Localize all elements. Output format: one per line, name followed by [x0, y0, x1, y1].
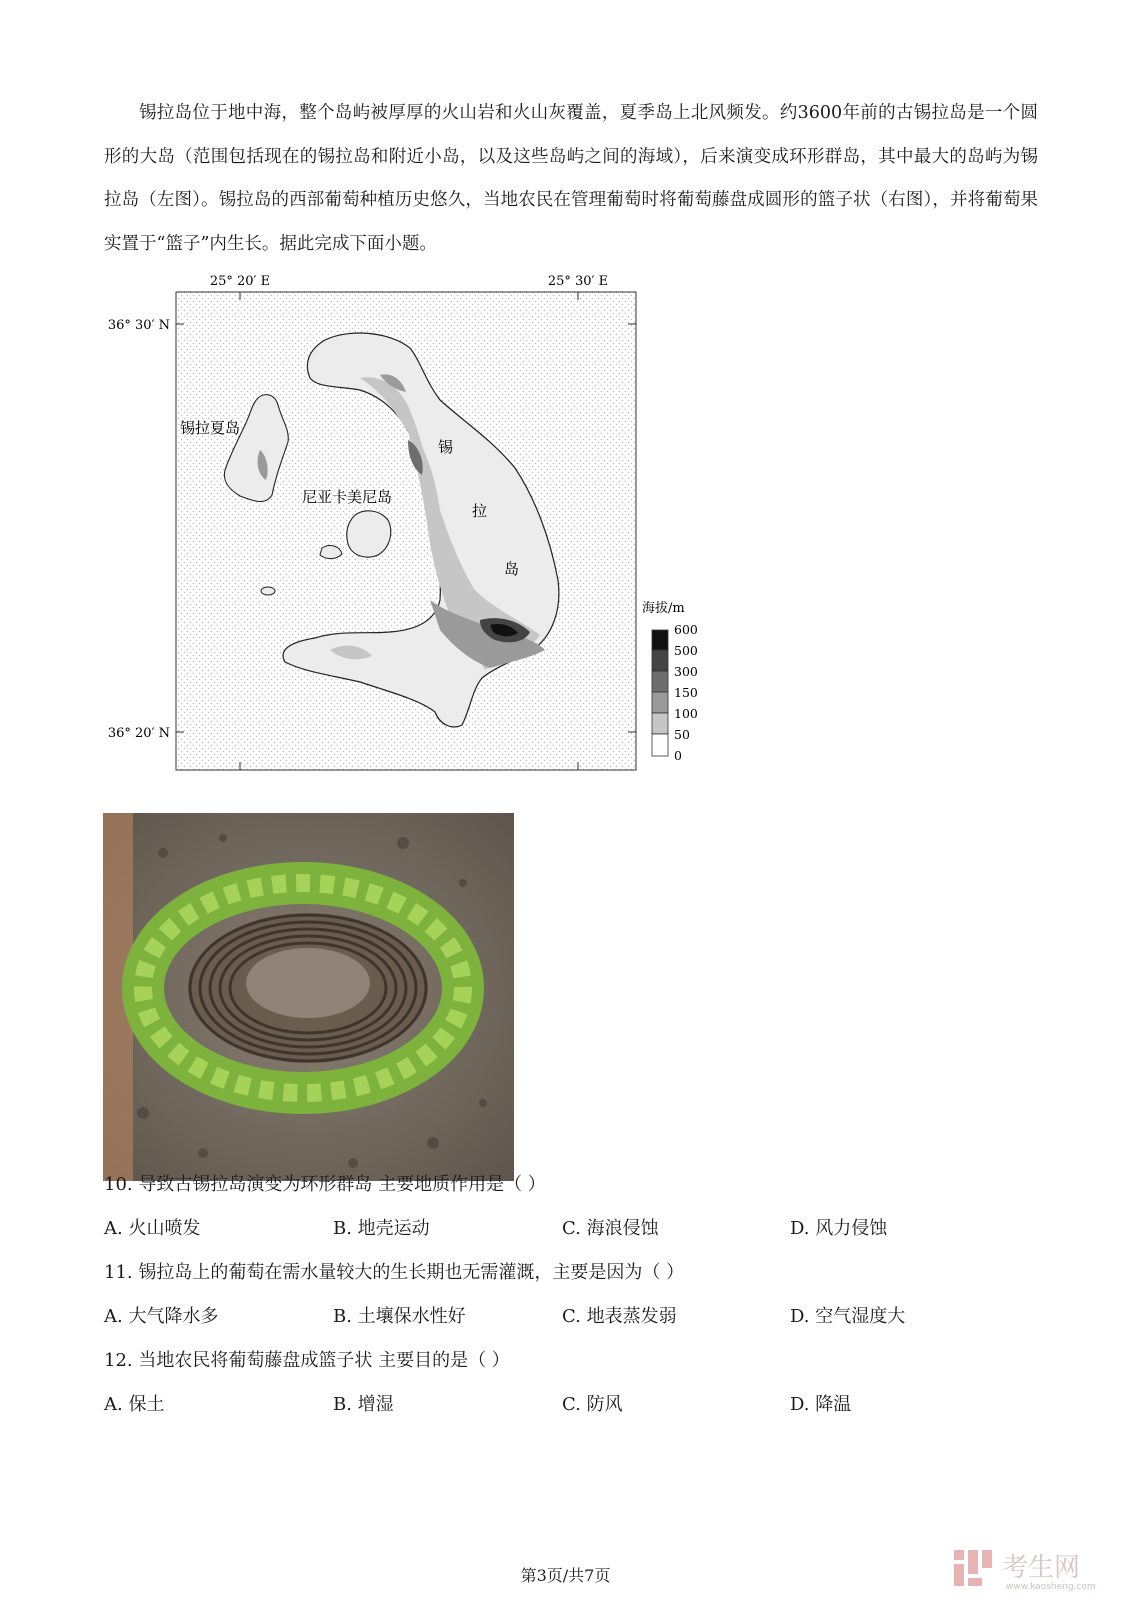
legend-label-0: 0	[674, 748, 682, 763]
watermark-url: www.kaosheng.com	[1006, 1582, 1096, 1592]
question-11-stem: 11. 锡拉岛上的葡萄在需水量较大的生长期也无需灌溉，主要是因为（ ）	[104, 1262, 685, 1283]
lat-bottom-label: 36° 20′ N	[107, 726, 170, 741]
question-11-option-d: D. 空气湿度大	[790, 1306, 906, 1327]
question-12-option-a: A. 保土	[104, 1394, 165, 1415]
legend-label-100: 100	[674, 706, 698, 721]
topographic-map-figure	[90, 270, 750, 790]
page-footer: 第3页/共7页	[520, 1566, 611, 1585]
nea-kameni-island-shape	[347, 511, 391, 557]
intro-paragraph	[104, 92, 1038, 266]
lon-right-label: 25° 30′ E	[547, 274, 609, 289]
thira-label-2: 拉	[472, 502, 488, 520]
legend-label-500: 500	[674, 643, 698, 658]
legend-label-600: 600	[674, 622, 698, 637]
question-12-option-c: C. 防风	[562, 1394, 623, 1415]
legend-swatch-600	[652, 630, 668, 650]
legend-swatch-150	[652, 692, 668, 713]
watermark-icon	[954, 1550, 992, 1586]
question-10-stem: 10. 导致古锡拉岛演变为环形群岛 主要地质作用是（ ）	[104, 1174, 546, 1195]
legend-swatch-500	[652, 650, 668, 671]
intro-text: 锡拉岛位于地中海，整个岛屿被厚厚的火山岩和火山灰覆盖，夏季岛上北风频发。约3600年前的古锡拉岛是一个圆形的大岛（范围包括现在的锡拉岛和附近小岛，以及这些岛屿之间的海域），后来演变成环形群岛，其中最大的岛屿为锡拉岛（左图）。锡拉岛的西部葡萄种植历史悠久，当地农民在管理葡萄时将葡萄藤盘成圆形的篮子状（右图），并将葡萄果实置于“篮子”内生长。据此完成下面小题。	[104, 103, 1038, 254]
grapevine-basket-photo	[103, 813, 514, 1181]
watermark-text: 考生网	[1002, 1553, 1081, 1583]
elevation-legend	[642, 600, 698, 763]
legend-swatch-50	[652, 734, 668, 756]
lat-top-label: 36° 30′ N	[107, 318, 170, 333]
legend-swatch-300	[652, 671, 668, 692]
question-11-option-c: C. 地表蒸发弱	[562, 1306, 677, 1327]
question-12-option-d: D. 降温	[790, 1394, 852, 1415]
legend-swatch-100	[652, 713, 668, 734]
thirasia-label: 锡拉夏岛	[180, 419, 241, 437]
question-10-option-c: C. 海浪侵蚀	[562, 1218, 659, 1239]
map-svg	[90, 270, 750, 790]
question-10-option-a: A. 火山喷发	[104, 1218, 201, 1239]
legend-title: 海拔/m	[642, 601, 685, 616]
question-11-option-b: B. 土壤保水性好	[333, 1306, 466, 1327]
legend-label-300: 300	[674, 664, 698, 679]
thira-label-1: 锡	[438, 438, 454, 456]
watermark-logo	[952, 1544, 1122, 1592]
thira-label-3: 岛	[504, 560, 520, 578]
nea-kameni-label: 尼亚卡美尼岛	[302, 488, 393, 506]
question-11-option-a: A. 大气降水多	[104, 1306, 219, 1327]
legend-label-50: 50	[674, 727, 690, 742]
question-12-stem: 12. 当地农民将葡萄藤盘成篮子状 主要目的是（ ）	[104, 1350, 510, 1371]
question-10-option-b: B. 地壳运动	[333, 1218, 430, 1239]
legend-label-150: 150	[674, 685, 698, 700]
lon-left-label: 25° 20′ E	[209, 274, 271, 289]
question-12-option-b: B. 增湿	[333, 1394, 394, 1415]
question-10-option-d: D. 风力侵蚀	[790, 1218, 888, 1239]
